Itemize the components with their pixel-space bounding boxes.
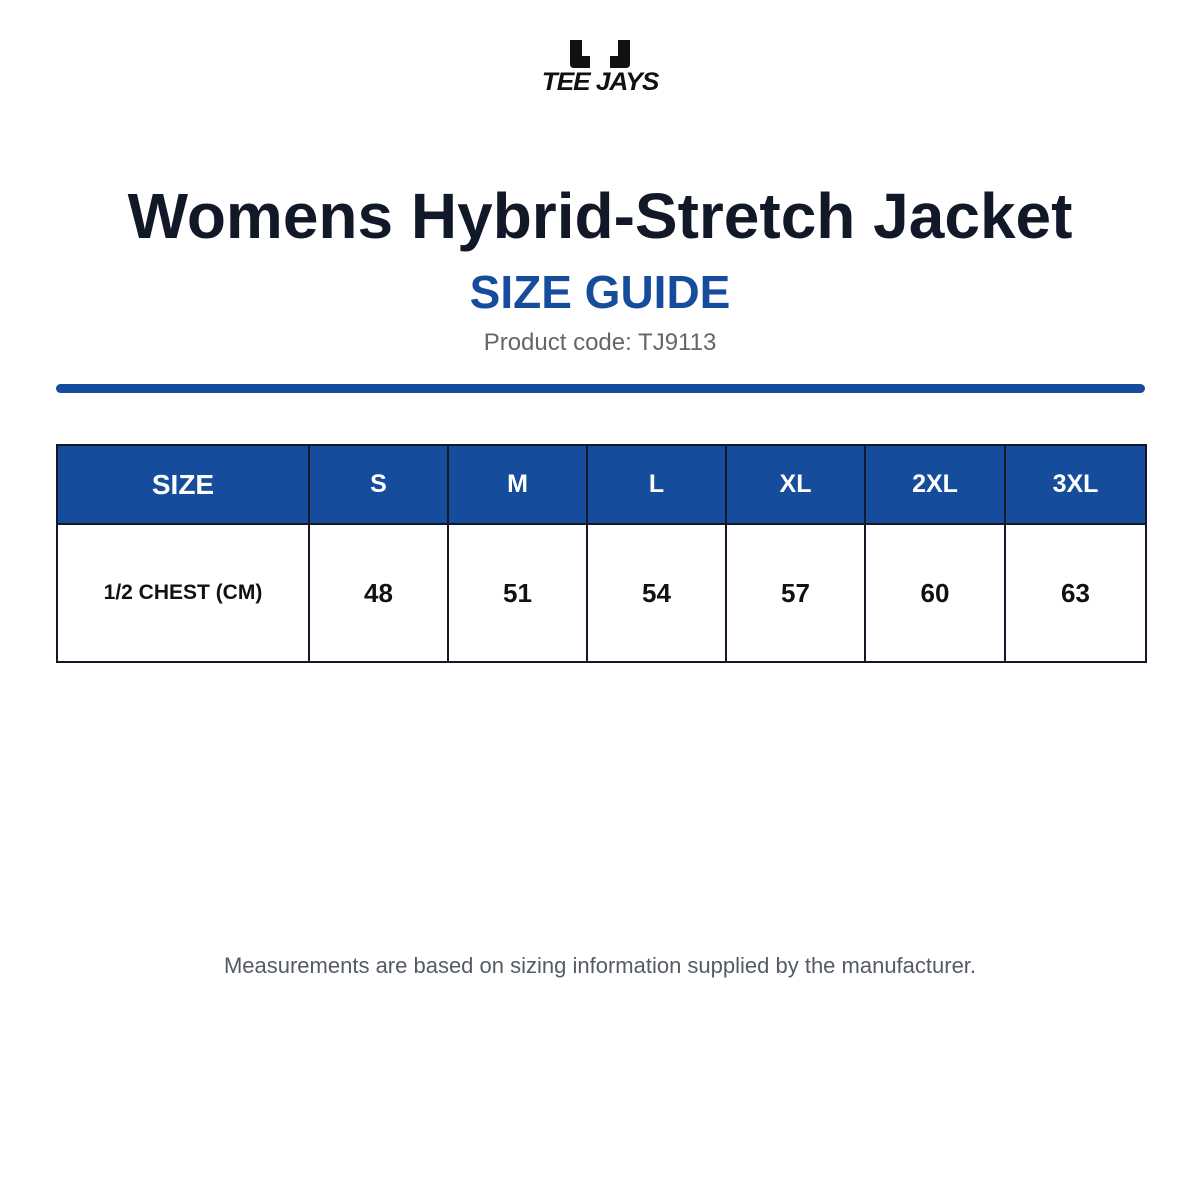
table-cell: 51 [448,524,587,662]
row-label: 1/2 CHEST (CM) [57,524,309,662]
tee-jays-logo-mark-icon [530,38,670,70]
product-code: Product code: TJ9113 [483,329,717,356]
column-header-size: SIZE [57,445,309,524]
table-header-row [57,445,1146,524]
table-cell: 48 [309,524,448,662]
divider-rule [56,384,1145,393]
size-table [56,444,1147,663]
table-cell: 60 [865,524,1005,662]
table-cell: 54 [587,524,726,662]
table-cell: 57 [726,524,865,662]
table-cell: 63 [1005,524,1146,662]
column-header: L [587,445,726,524]
brand-logo [530,38,670,98]
column-header: M [448,445,587,524]
size-guide-heading: SIZE GUIDE [469,266,731,318]
column-header: 3XL [1005,445,1146,524]
column-header: S [309,445,448,524]
table-row [57,524,1146,662]
column-header: XL [726,445,865,524]
column-header: 2XL [865,445,1005,524]
page-title: Womens Hybrid-Stretch Jacket [127,180,1073,252]
footnote: Measurements are based on sizing information supplied by the manufacturer. [223,953,977,978]
logo-wordmark: TEE JAYS [541,68,659,96]
